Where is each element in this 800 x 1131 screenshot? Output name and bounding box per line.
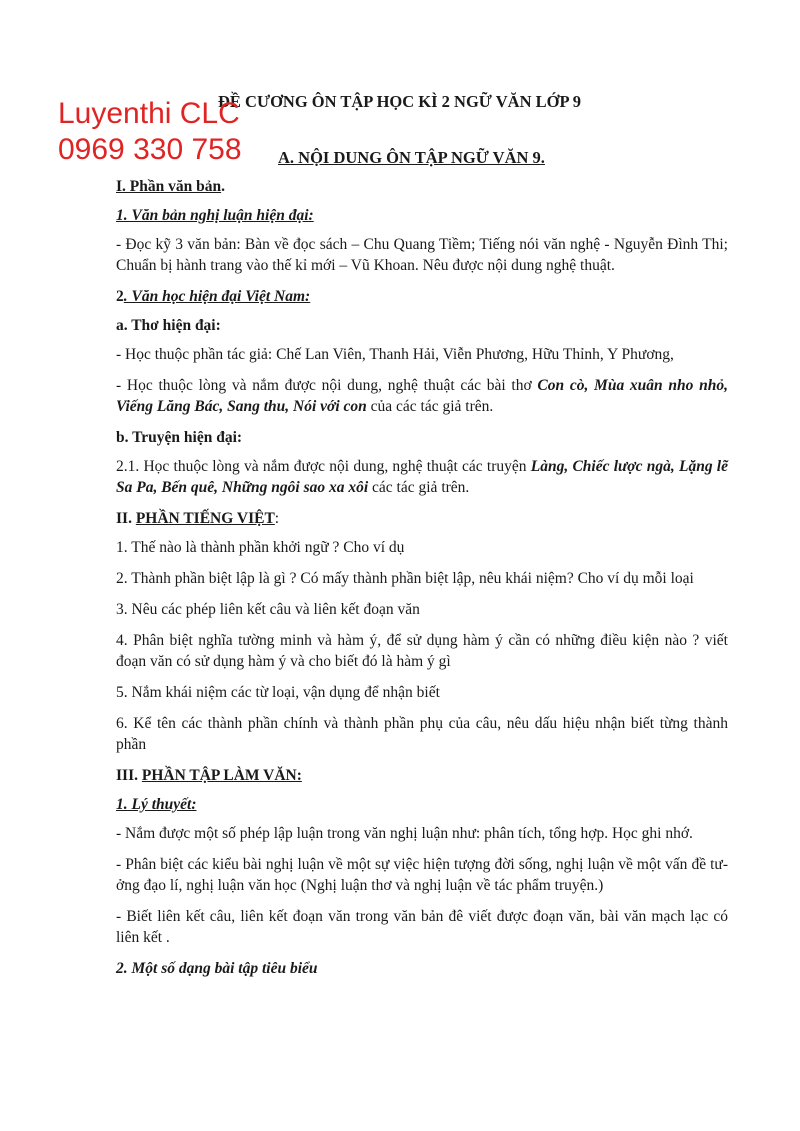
section-1-sub2-heading [116,286,728,307]
poetry-heading: a. Thơ hiện đại: [116,317,221,334]
section-1-sub2-num: 2 [116,288,124,305]
section-3-sub1-item: - Phân biệt các kiểu bài nghị luận về một sự việc hiện tượng đời sống, nghị luận về một vấn đề tưởng đạo lí, nghị luận văn học (Nghị luận thơ và nghị luận về tác phẩm truyện.) [116,856,728,894]
story-text-prefix: 2.1. Học thuộc lòng và nắm được nội dung, nghệ thuật các truyện [116,458,531,475]
section-2-item: 6. Kể tên các thành phần chính và thành phần phụ của câu, nêu dấu hiệu nhận biết từng thành phần [116,715,728,753]
section-2-num: II. [116,510,136,527]
subtitle-suffix: . [540,148,545,167]
section-3-sub1-item: - Biết liên kết câu, liên kết đoạn văn trong văn bản đê viết được đoạn văn, bài văn mạch lạc có liên kết . [116,908,728,946]
section-2-item: 2. Thành phần biệt lập là gì ? Có mấy thành phần biệt lập, nêu khái niệm? Cho ví dụ mỗi loại [116,570,694,587]
poetry-works: Con cò, Mùa xuân nho nhỏ, Viếng Lăng Bác, Sang thu, Nói với con [116,377,728,415]
section-3-sub1-item: - Nắm được một số phép lập luận trong văn nghị luận như: phân tích, tổng hợp. Học ghi nhớ. [116,825,693,842]
poetry-text-2 [116,375,728,417]
document-title: ĐỀ CƯƠNG ÔN TẬP HỌC KÌ 2 NGỮ VĂN LỚP 9 [218,92,582,111]
poetry-text-2-prefix: - Học thuộc lòng và nắm được nội dung, nghệ thuật các bài thơ [116,377,538,394]
story-works: Làng, Chiếc lược ngà, Lặng lẽ Sa Pa, Bến quê, Những ngôi sao xa xôi [116,458,728,496]
poetry-text-1: - Học thuộc phần tác giả: Chế Lan Viên, Thanh Hải, Viễn Phương, Hữu Thỉnh, Y Phương, [116,346,674,363]
section-2-heading [116,508,728,529]
section-3-num: III. [116,767,142,784]
section-2-heading-suffix: : [274,510,280,527]
watermark-brand: Luyenthi CLC [58,97,240,130]
section-1-heading [116,176,728,197]
poetry-text-2-suffix: của các tác giả trên. [366,398,494,415]
section-3-heading-text: PHẦN TẬP LÀM VĂN: [141,767,302,784]
document-content [116,176,728,989]
story-heading: b. Truyện hiện đại: [116,429,243,446]
document-subtitle [278,148,545,168]
subtitle-text: A. NỘI DUNG ÔN TẬP NGỮ VĂN 9 [278,148,541,167]
section-1-sub2-heading-text: . Văn học hiện đại Việt Nam: [123,288,311,305]
section-3-sub2-heading: 2. Một số dạng bài tập tiêu biểu [116,960,318,977]
section-1-sub1-text: - Đọc kỹ 3 văn bản: Bàn về đọc sách – Chu Quang Tiềm; Tiếng nói văn nghệ - Nguyễn Đình Thi; Chuẩn bị hành trang vào thế kỉ mới – Vũ Khoan. Nêu được nội dung nghệ thuật. [116,236,728,274]
section-2-item: 3. Nêu các phép liên kết câu và liên kết đoạn văn [116,601,420,618]
watermark-phone: 0969 330 758 [58,133,242,166]
section-2-item: 5. Nắm khái niệm các từ loại, vận dụng để nhận biết [116,684,440,701]
section-1-sub1-heading: 1. Văn bản nghị luận hiện đại: [116,207,314,224]
section-1-heading-suffix: . [221,178,225,195]
section-2-heading-text: PHẦN TIẾNG VIỆT [135,510,275,527]
section-3-sub1-heading: 1. Lý thuyết: [116,796,197,813]
watermark [58,96,242,168]
section-3-heading [116,765,728,786]
section-2-item: 1. Thế nào là thành phần khởi ngữ ? Cho ví dụ [116,539,405,556]
story-text-suffix: các tác giả trên. [368,479,470,496]
section-1-heading-text: I. Phần văn bản [116,178,222,195]
story-text [116,456,728,498]
section-2-item: 4. Phân biệt nghĩa tường minh và hàm ý, để sử dụng hàm ý cần có những điều kiện nào ? viết đoạn văn có sử dụng hàm ý và cho biết đó là hàm ý gì [116,632,728,670]
